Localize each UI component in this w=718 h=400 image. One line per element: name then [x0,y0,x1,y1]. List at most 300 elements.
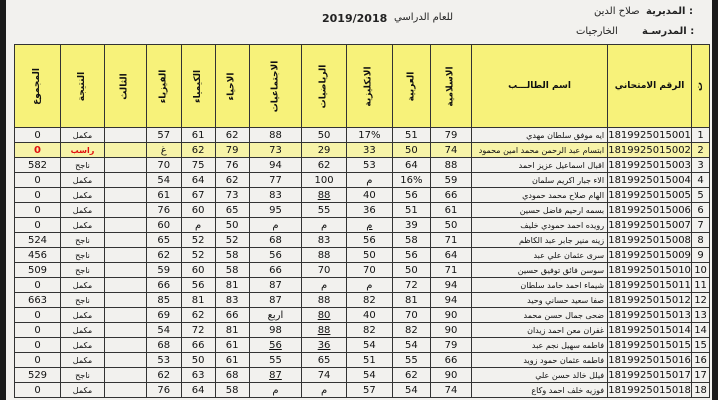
table-cell: 529 [15,368,61,383]
table-cell: 88 [302,323,347,338]
table-cell: ناجح [61,233,105,248]
table-cell: 58 [215,248,249,263]
table-cell: 88 [302,188,347,203]
table-cell: م [346,278,392,293]
table-cell: 75 [181,158,215,173]
table-cell: 58 [215,383,249,398]
table-cell: 54 [147,323,182,338]
column-header-label: الكيمياء [192,69,203,103]
table-cell: 100 [302,173,347,188]
table-cell: 73 [215,188,249,203]
table-cell: شيماء احمد حامد سلطان [472,278,608,293]
table-row [15,308,710,323]
table-cell: مكمل [61,353,105,368]
table-row [15,263,710,278]
table-cell: 55 [392,353,430,368]
table-cell: 62 [215,128,249,143]
table-cell: 62 [147,368,182,383]
table-row [15,173,710,188]
table-cell: مكمل [61,278,105,293]
table-cell [105,383,147,398]
table-row [15,188,710,203]
column-header [608,45,692,128]
table-cell [105,233,147,248]
table-cell: 0 [15,173,61,188]
column-header-label: الاحياء [226,72,237,100]
table-cell: 39 [392,218,430,233]
table-cell: 73 [249,143,302,158]
table-cell: 36 [346,203,392,218]
table-cell [105,353,147,368]
table-cell: 61 [430,203,471,218]
table-cell: 1819925015012 [608,294,691,306]
table-cell: ناجح [61,248,105,263]
table-cell [105,158,147,173]
column-header-label: النتيجة [77,71,87,101]
table-cell: مكمل [61,188,105,203]
table-cell: 1 [692,128,710,143]
table-cell: 64 [181,383,215,398]
table-row [15,143,710,158]
table-cell: 29 [302,143,347,158]
table-cell: مكمل [61,383,105,398]
table-cell: م [181,218,215,233]
table-cell: 62 [302,158,347,173]
table-cell: مكمل [61,338,105,353]
table-cell: 81 [181,293,215,308]
table-cell: 58 [392,233,430,248]
table-cell: 65 [302,353,347,368]
table-cell: اقبال اسماعيل عزيز احمد [472,158,608,173]
table-cell: 456 [15,248,61,263]
table-cell: 2 [692,143,710,158]
table-cell: ناجح [61,293,105,308]
table-cell: بسمه ارحيم فاضل حسين [472,203,608,218]
table-cell: م [346,173,392,188]
table-cell: 8 [692,233,710,248]
table-row [15,353,710,368]
table-cell: 10 [692,263,710,278]
table-cell: 72 [181,323,215,338]
table-cell: 54 [392,383,430,398]
table-cell: 64 [430,248,471,263]
table-cell: مكمل [61,323,105,338]
column-header [147,45,182,128]
table-cell: 71 [430,233,471,248]
document-page [6,0,712,400]
table-row [15,368,710,383]
table-cell: 50 [302,128,347,143]
column-header-label: الرياضيات [318,64,329,108]
table-cell: 7 [692,218,710,233]
table-cell: 72 [392,278,430,293]
table-cell: 51 [346,353,392,368]
table-cell: غفران معن احمد زيدان [472,323,608,338]
table-row [15,218,710,233]
table-cell: 66 [249,263,302,278]
table-cell: 50 [181,353,215,368]
table-cell: 80 [302,308,347,323]
table-row [15,128,710,143]
table-cell: 53 [346,158,392,173]
table-cell: 88 [249,128,302,143]
table-cell: مكمل [61,308,105,323]
table-cell: 68 [215,368,249,383]
table-cell: 65 [147,233,182,248]
table-cell: م [249,383,302,398]
table-cell: الهام صلاح محمد حمودي [472,188,608,203]
table-cell [105,143,147,158]
table-cell: 15 [692,338,710,353]
table-cell: 51 [392,128,430,143]
table-cell: سوسن فائق توفيق حسين [472,263,608,278]
table-cell: 50 [392,143,430,158]
table-cell: 90 [430,368,471,383]
table-cell: 55 [302,203,347,218]
table-cell: 66 [147,278,182,293]
table-cell: 54 [346,338,392,353]
table-row [15,278,710,293]
table-cell: 62 [392,368,430,383]
column-header-label: الفيزياء [158,69,169,103]
table-cell: 64 [181,173,215,188]
table-cell: 83 [215,293,249,308]
table-cell [105,218,147,233]
table-cell: 1819925015009 [608,249,691,261]
table-row [15,383,710,398]
table-cell: مكمل [61,203,105,218]
table-cell [105,323,147,338]
table-cell: 82 [392,323,430,338]
table-cell: 62 [147,248,182,263]
table-row [15,248,710,263]
academic-year: 2019/2018 [322,12,388,25]
table-cell: 1819925015017 [608,369,691,381]
table-cell [105,203,147,218]
table-cell: 1819925015011 [608,279,691,291]
table-cell: م [302,218,347,233]
table-cell: غ [147,143,182,158]
table-cell [105,128,147,143]
table-body [15,128,710,398]
table-cell: 1819925015007 [608,219,691,231]
table-cell: 60 [147,218,182,233]
table-cell: 81 [215,278,249,293]
column-header [430,45,471,128]
table-cell: ناجح [61,263,105,278]
table-cell: 12 [692,293,710,308]
table-cell: 70 [147,158,182,173]
table-cell: مكمل [61,128,105,143]
table-cell: 66 [181,338,215,353]
table-cell: 59 [430,173,471,188]
table-cell: 70 [302,263,347,278]
table-cell: 70 [392,308,430,323]
table-cell: 16% [392,173,430,188]
column-header-label: اسم الطالـــب [508,80,571,91]
table-cell [105,308,147,323]
table-cell: 0 [15,323,61,338]
table-cell: 76 [147,383,182,398]
column-header [346,45,392,128]
table-cell: 54 [392,338,430,353]
table-row [15,203,710,218]
table-cell: 36 [302,338,347,353]
table-cell [105,173,147,188]
table-cell: 66 [215,308,249,323]
table-cell: 58 [215,263,249,278]
table-cell: 0 [15,278,61,293]
column-header [249,45,302,128]
table-row [15,233,710,248]
table-cell: 50 [392,263,430,278]
column-header-label: ت [695,81,706,91]
table-cell: 57 [147,128,182,143]
table-cell: 76 [215,158,249,173]
table-cell: 94 [249,158,302,173]
column-header [105,45,147,128]
column-header-label: الثالث [120,72,130,100]
table-cell: 11 [692,278,710,293]
table-cell: 5 [692,188,710,203]
table-cell: 0 [15,308,61,323]
table-cell: 63 [181,368,215,383]
table-cell: 6 [692,203,710,218]
table-cell: 50 [215,218,249,233]
column-header [392,45,430,128]
table-cell: 90 [430,308,471,323]
table-cell: 40 [346,188,392,203]
table-cell: 0 [15,353,61,368]
table-cell: 74 [430,383,471,398]
table-cell: 61 [147,188,182,203]
table-row [15,293,710,308]
table-cell [105,368,147,383]
table-cell: ايه موفق سلطان مهدي [472,128,608,143]
table-cell: 71 [430,263,471,278]
table-cell: 17 [692,368,710,383]
column-header [302,45,347,128]
table-cell [105,248,147,263]
table-cell: 68 [249,233,302,248]
table-cell: 82 [346,323,392,338]
table-cell: 33 [346,143,392,158]
table-cell: مكمل [61,218,105,233]
table-cell: 70 [346,263,392,278]
table-cell: 54 [346,368,392,383]
table-cell: 56 [249,248,302,263]
column-header [692,45,710,128]
table-cell: 56 [181,278,215,293]
table-cell: 0 [15,128,61,143]
table-cell: 0 [15,203,61,218]
table-cell: 74 [430,143,471,158]
table-cell: 61 [215,338,249,353]
table-cell: 1819925015015 [608,339,691,351]
column-header-label: الاجتماعيات [269,60,280,112]
table-cell: 62 [181,143,215,158]
table-cell: 13 [692,308,710,323]
table-cell: فاطمه سهيل نجم عبد [472,338,608,353]
table-cell: 90 [430,323,471,338]
academic-year-label: للعام الدراسي [394,12,453,23]
table-cell: 88 [302,293,347,308]
table-cell: 0 [15,143,61,158]
table-cell: 51 [392,203,430,218]
table-cell: 94 [430,293,471,308]
table-cell: 79 [430,338,471,353]
table-cell: 4 [692,173,710,188]
directorate-label: المديرية : [646,6,693,17]
table-cell: 1819925015002 [608,144,691,156]
table-cell: زينه منير جابر عبد الكاظم [472,233,608,248]
table-cell: اربع [249,308,302,323]
table-cell: 68 [147,338,182,353]
table-cell: 1819925015004 [608,174,691,186]
table-cell: 64 [392,158,430,173]
table-row [15,323,710,338]
table-cell: 17% [346,128,392,143]
table-cell: 1819925015014 [608,324,691,336]
table-cell: 509 [15,263,61,278]
table-cell: 55 [249,353,302,368]
column-header [15,45,61,128]
table-cell: 81 [215,323,249,338]
table-cell: 61 [181,128,215,143]
table-cell: 0 [15,383,61,398]
table-cell: 74 [302,368,347,383]
table-cell: ضحى جمال حسن محمد [472,308,608,323]
table-cell [105,188,147,203]
table-cell: مكمل [61,173,105,188]
table-cell: 94 [430,278,471,293]
table-cell: 82 [346,293,392,308]
table-cell: 59 [147,263,182,278]
column-header-label: المجموع [32,67,42,105]
table-cell: 60 [181,203,215,218]
table-cell: سرى عثمان علي عبد [472,248,608,263]
school-label: المدرسـة : [642,26,695,37]
table-cell [105,293,147,308]
column-header [181,45,215,128]
table-cell: 52 [181,233,215,248]
table-cell: م [346,218,392,233]
table-cell: 53 [147,353,182,368]
table-cell: 87 [249,293,302,308]
table-header-row [15,45,710,128]
table-cell [105,278,147,293]
table-cell: 1819925015018 [608,384,691,396]
table-cell: 98 [249,323,302,338]
table-row [15,158,710,173]
table-cell: م [302,278,347,293]
table-cell [105,263,147,278]
table-cell: 62 [215,173,249,188]
table-cell: صفا سعيد حساني وحيد [472,293,608,308]
table-cell: 18 [692,383,710,398]
table-cell: فوزيه خلف احمد وكاع [472,383,608,398]
table-cell: 57 [346,383,392,398]
table-cell: 66 [430,353,471,368]
table-cell: 50 [430,218,471,233]
table-cell: 79 [215,143,249,158]
table-cell: 83 [249,188,302,203]
table-cell: م [249,218,302,233]
table-cell: 1819925015010 [608,264,691,276]
table-cell: 77 [249,173,302,188]
table-cell: 1819925015005 [608,189,691,201]
table-cell: 66 [430,188,471,203]
column-header [472,45,608,128]
table-cell: 65 [215,203,249,218]
document-header [6,0,712,44]
column-header-label: الانكليزية [363,65,374,107]
school-value: الخارجيات [576,26,618,37]
table-cell: 76 [147,203,182,218]
table-cell: 0 [15,218,61,233]
table-cell: الاء جبار اكريم سلمان [472,173,608,188]
column-header-label: العربية [405,71,416,101]
table-cell: 56 [249,338,302,353]
table-cell: 0 [15,188,61,203]
directorate-value: صلاح الدين [594,6,640,17]
table-cell: فاطمه عثمان حمود زويد [472,353,608,368]
table-cell [105,338,147,353]
table-cell: 88 [430,158,471,173]
table-cell: 1819925015003 [608,159,691,171]
table-cell: 14 [692,323,710,338]
table-cell: 582 [15,158,61,173]
table-row [15,338,710,353]
table-cell: 52 [181,248,215,263]
table-cell: 56 [392,248,430,263]
table-cell: 50 [346,248,392,263]
table-cell: ابتسام عبد الرحمن محمد امين محمود [472,143,608,158]
table-cell: 95 [249,203,302,218]
table-cell: 79 [430,128,471,143]
table-cell: راسب [61,143,105,158]
table-cell: ناجح [61,158,105,173]
table-cell: 1819925015008 [608,234,691,246]
table-cell: 67 [181,188,215,203]
table-cell: 69 [147,308,182,323]
table-cell: 16 [692,353,710,368]
column-header-label: الرقم الامتحاني [614,80,685,91]
table-cell: 40 [346,308,392,323]
table-cell: 1819925015006 [608,204,691,216]
column-header-label: الاسلامية [445,65,456,107]
table-cell: 3 [692,158,710,173]
table-cell: رويده احمد حمودي خليف [472,218,608,233]
table-cell: 61 [215,353,249,368]
table-cell: 60 [181,263,215,278]
table-cell: م [302,383,347,398]
table-cell: فيلل خالد حسن علي [472,368,608,383]
table-cell: 83 [302,233,347,248]
column-header [215,45,249,128]
table-cell: 52 [215,233,249,248]
table-cell: ناجح [61,368,105,383]
table-cell: 85 [147,293,182,308]
table-cell: 1819925015013 [608,309,691,321]
table-cell: 88 [302,248,347,263]
table-cell: 663 [15,293,61,308]
table-cell: 87 [249,368,302,383]
table-cell: 1819925015001 [608,129,691,141]
table-cell: 0 [15,338,61,353]
table-cell: 54 [147,173,182,188]
table-cell: 56 [392,188,430,203]
